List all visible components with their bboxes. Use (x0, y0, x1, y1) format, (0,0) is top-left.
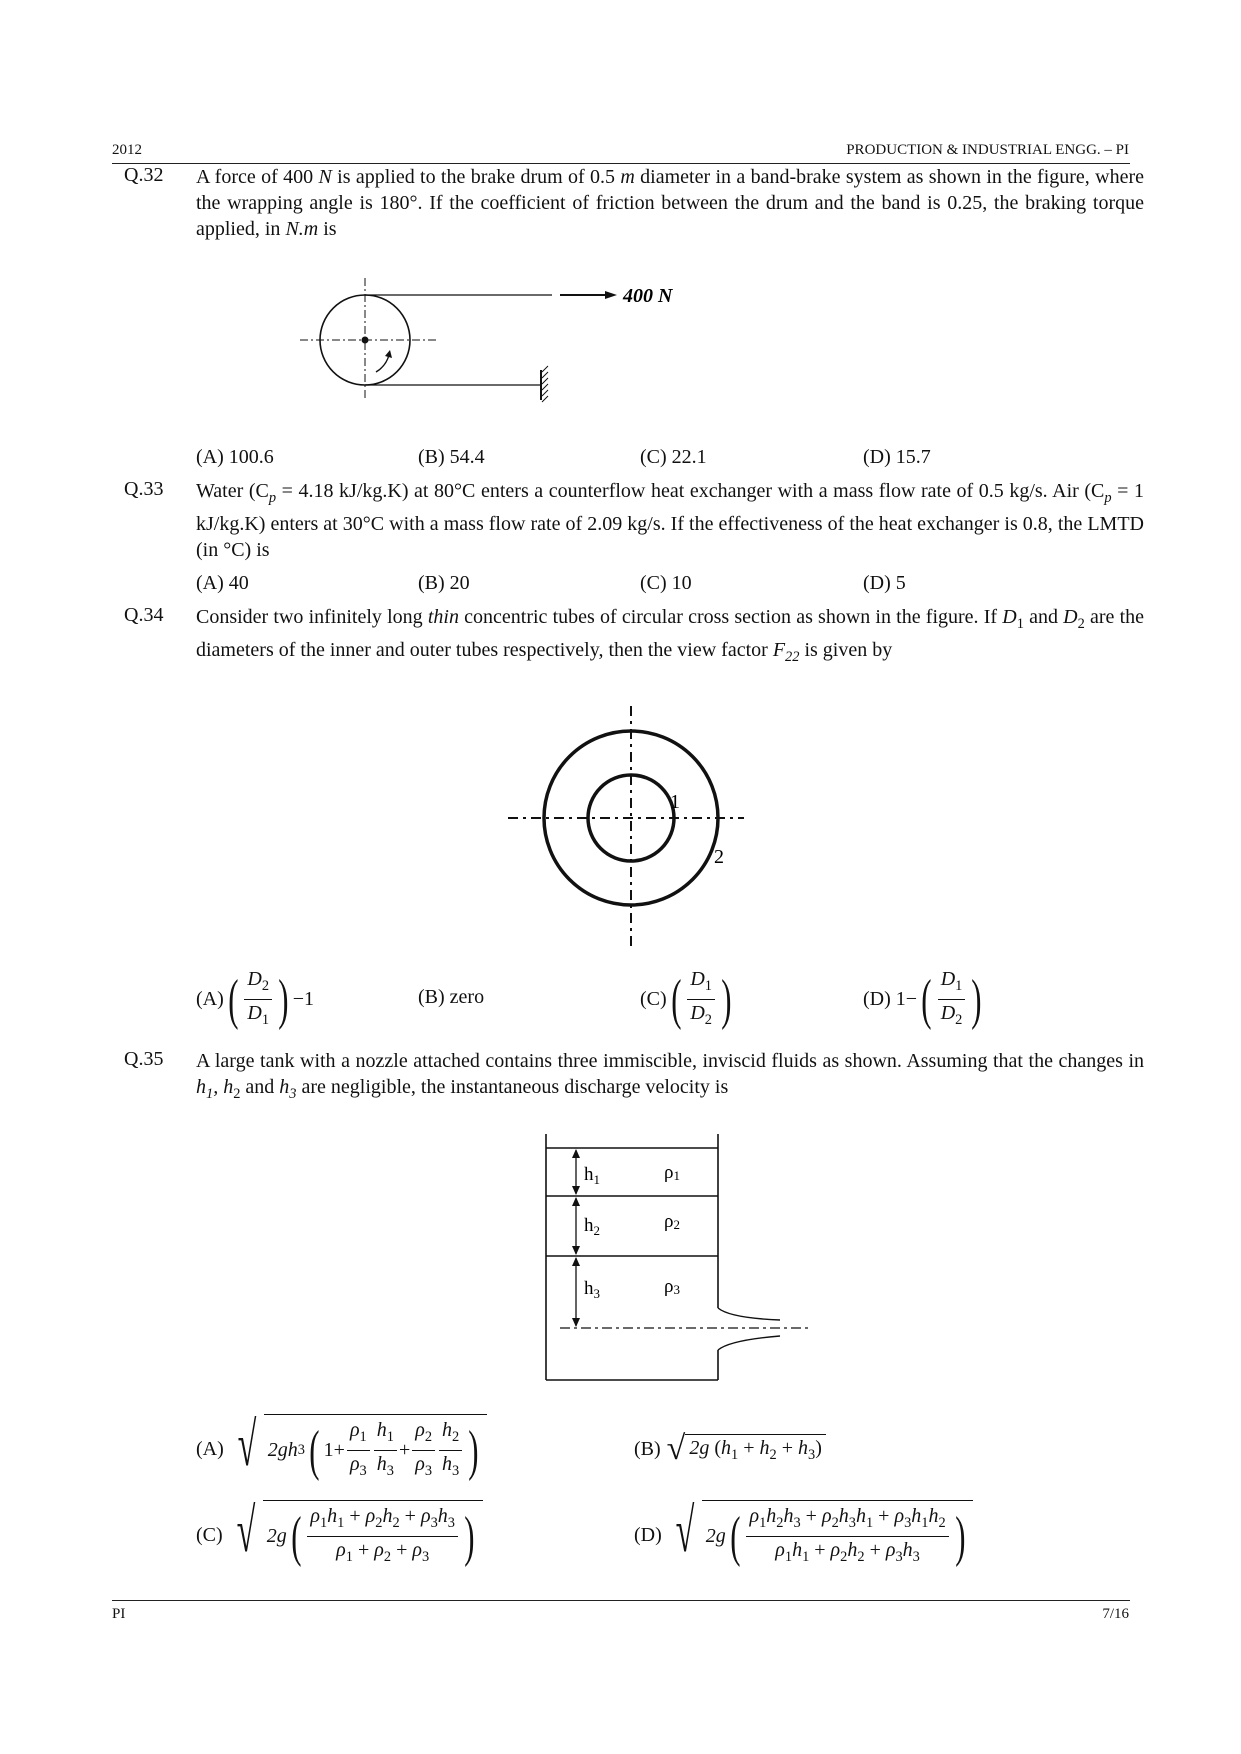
q35-h2-label: h (584, 1215, 594, 1236)
q33-number: Q.33 (124, 478, 164, 500)
q33-option-d[interactable]: (D) 5 (863, 572, 906, 594)
q32-band-brake-figure (290, 268, 690, 418)
q35-rho1-label: ρ (664, 1162, 674, 1183)
q32-force-label: 400 N (623, 285, 673, 307)
svg-text:h1: $h_1$ (584, 1164, 600, 1187)
svg-text:ρ1: ρ1 (664, 1162, 680, 1183)
q32-option-b[interactable]: (B) 54.4 (418, 446, 485, 468)
q34-number: Q.34 (124, 604, 164, 626)
q35-text: A large tank with a nozzle attached contains three immiscible, inviscid fluids as shown. Assuming that the changes in $h_1$, $h_2$ and $h_3$ are negligible, the instantaneous discharge velocity is (196, 1050, 1144, 1102)
header-paper: PRODUCTION & INDUSTRIAL ENGG. – PI (846, 142, 1129, 158)
q34-option-a[interactable]: (A) ( $\frac{D_2}{D_1}$ ) −1 (196, 968, 315, 1031)
q33-option-a[interactable]: (A) 40 (196, 572, 249, 594)
q34-text: Consider two infinitely long thin concentric tubes of circular cross section as shown in the figure. If $D_1$ and $D_2$ are the diameters of the inner and outer tubes respectively, then the view factor $F_{22}$ is given by (196, 606, 1145, 665)
q34-label-inner: 1 (670, 791, 680, 813)
q32-option-a[interactable]: (A) 100.6 (196, 446, 274, 468)
svg-text:ρ2: ρ2 (664, 1211, 680, 1232)
q34-option-b[interactable]: (B) zero (418, 986, 485, 1008)
q34-option-d[interactable]: (D) 1− ( $\frac{D_1}{D_2}$ ) (863, 968, 982, 1031)
q35-option-c[interactable]: (C) √ 2g ( $\frac{\rho_1h_1 + \rho_2h_2 + \rho_3h_3}{\rho_1 + \rho_2 + \rho_3}$ ) (196, 1500, 483, 1570)
q35-option-a[interactable]: (A) √ 2gh 3 ( 1+ $\frac{\rho_1}{\rho_3}$ $\frac{h_1}{h_3}$ + $\frac{\rho_2}{\rho_3}$ $\frac{h_2}{h_3}$ ) (196, 1414, 487, 1484)
q35-h1-label: h (584, 1164, 594, 1185)
svg-text:ρ3: ρ3 (664, 1276, 680, 1297)
svg-text:h3: $h_3$ (584, 1278, 600, 1301)
header-year: 2012 (112, 142, 142, 158)
footer-code: PI (112, 1606, 126, 1622)
q34-option-c[interactable]: (C) ( $\frac{D_1}{D_2}$ ) (640, 968, 732, 1031)
q35-number: Q.35 (124, 1048, 164, 1070)
q33-text: Water ($C_p = 4.18$ kJ/kg.K) at 80°C enters a counterflow heat exchanger with a mass flow rate of 0.5 kg/s. Air ($C_p = 1$ kJ/kg.K) enters at 30°C with a mass flow rate of 2.09 kg/s. If the effectiveness of the heat exchanger is 0.8, the LMTD (in °C) is (196, 480, 1145, 561)
svg-text:h2: $h_2$ (584, 1215, 600, 1238)
q35-option-d[interactable]: (D) √ 2g ( $\frac{\rho_1h_2h_3 + \rho_2h_3h_1 + \rho_3h_1h_2}{\rho_1h_1 + \rho_2h_2 + \rho_3h_3}$ ) (634, 1500, 973, 1570)
q34-label-outer: 2 (714, 846, 724, 868)
q34-concentric-tubes-figure (500, 700, 760, 950)
q32-number: Q.32 (124, 164, 164, 186)
footer-rule (112, 1600, 1130, 1601)
q33-option-c[interactable]: (C) 10 (640, 572, 692, 594)
footer-page-number: 7/16 (1102, 1606, 1129, 1622)
q32-text: A force of 400 N is applied to the brake drum of 0.5 m diameter in a band-brake system as shown in the figure, where the wrapping angle is 180°. If the coefficient of friction between the drum and the band is 0.25, the braking torque applied, in N.m is (196, 166, 1144, 240)
q35-rho3-label: ρ (664, 1276, 674, 1297)
q35-tank-figure (530, 1128, 820, 1388)
q35-rho2-label: ρ (664, 1211, 674, 1232)
q33-option-b[interactable]: (B) 20 (418, 572, 470, 594)
q32-option-c[interactable]: (C) 22.1 (640, 446, 707, 468)
q32-option-d[interactable]: (D) 15.7 (863, 446, 931, 468)
q35-option-b[interactable]: (B) √ 2g $(h_1 + h_2 + h_3)$ (634, 1432, 826, 1466)
q35-h3-label: h (584, 1278, 594, 1299)
